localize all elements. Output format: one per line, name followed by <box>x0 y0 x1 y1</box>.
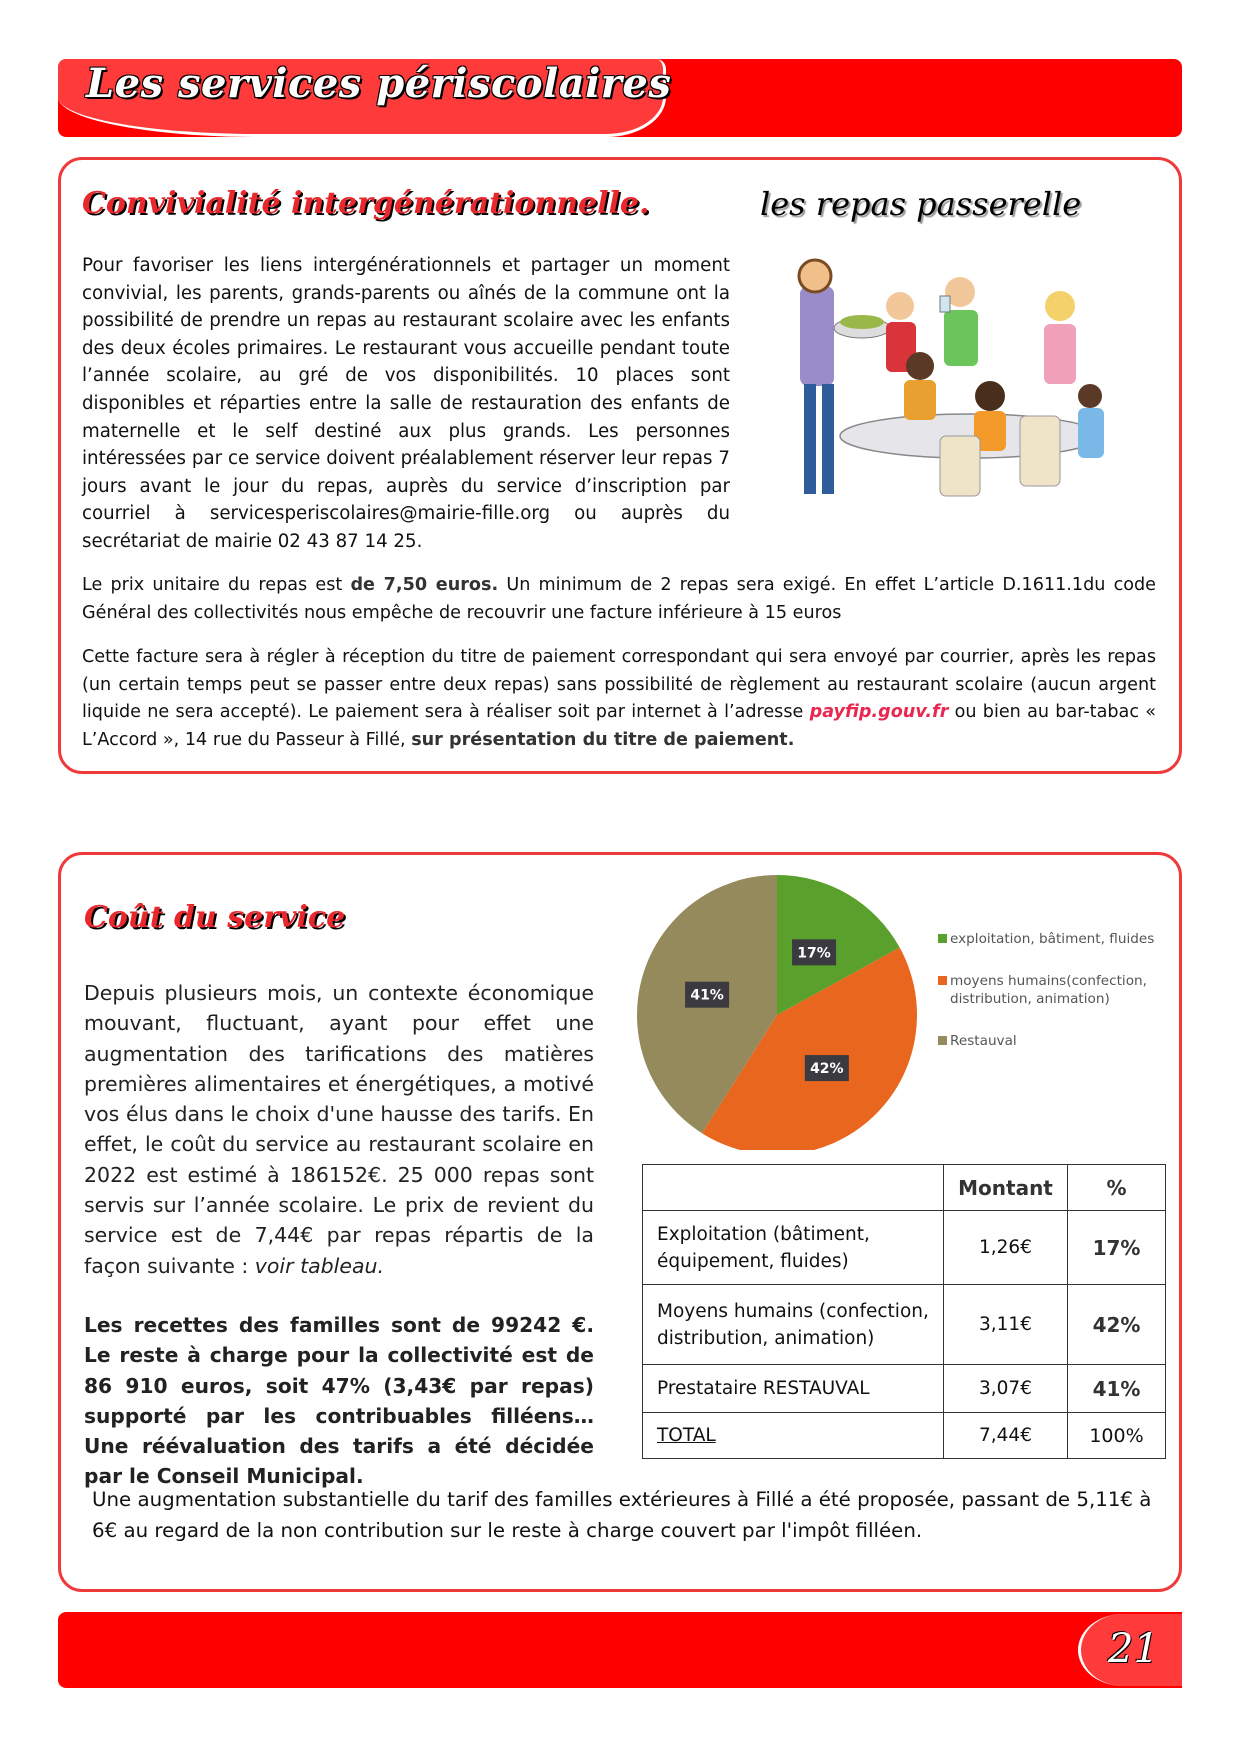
cost-pie-chart <box>620 860 1180 1150</box>
cost-breakdown-table <box>642 1164 1166 1459</box>
pie-svg <box>620 860 940 1150</box>
svg-text:17%: 17% <box>797 945 831 962</box>
footer-banner <box>58 1612 1182 1688</box>
adult-server-body <box>800 286 834 386</box>
payfip-link[interactable]: payfip.gouv.fr <box>809 702 949 722</box>
table-total-row: TOTAL 7,44€ 100% <box>643 1413 1166 1459</box>
page-number: 21 <box>1108 1626 1159 1672</box>
table-row: Moyens humains (confection, distribution, animation) 3,11€ 42% <box>643 1285 1166 1365</box>
legend-item <box>938 1032 1178 1050</box>
svg-text:42%: 42% <box>810 1061 844 1078</box>
page-title: Les services périscolaires <box>86 60 672 107</box>
revenue-paragraph: Les recettes des familles sont de 99242 €. Le reste à charge pour la collectivité est de 86 910 euros, soit 47% (3,43€ par repas) supporté par les contribuables filléens… Une réévaluation des tarifs a été décidée par le Conseil Municipal. <box>84 1313 594 1489</box>
price-paragraph: Le prix unitaire du repas est de 7,50 euros. Un minimum de 2 repas sera exigé. En effet L’article D.1611.1du code Général des collectivités nous empêche de recouvrir une facture inférieure à 15 euros <box>82 575 1156 623</box>
family-meal-illustration <box>770 256 1130 522</box>
pie-legend <box>938 930 1178 1074</box>
svg-text:41%: 41% <box>690 987 724 1004</box>
table-row: Exploitation (bâtiment, équipement, fluides) 1,26€ 17% <box>643 1211 1166 1285</box>
legend-label: exploitation, bâtiment, fluides <box>950 931 1155 947</box>
header-montant: Montant <box>944 1165 1068 1211</box>
legend-item <box>938 930 1178 948</box>
legend-label: moyens humains(confection, distribution, animation) <box>950 973 1147 1007</box>
section-title-cout: Coût du service <box>84 900 346 935</box>
pie-data-label <box>792 939 836 965</box>
section-subtitle-repas-passerelle: les repas passerelle <box>760 185 1082 223</box>
payment-paragraph: Cette facture sera à régler à réception du titre de paiement correspondant qui sera envoyé par courrier, après les repas (un certain temps peut se passer entre deux repas) sans possibilité de règlement au restaurant scolaire (aucun argent liquide ne sera accepté). Le paiement sera à réaliser soit par internet à l’adresse payfip.gouv.fr ou bien au bar-tabac « L’Accord », 14 rue du Passeur à Fillé, sur présentation du titre de paiement. <box>82 647 1157 750</box>
tariff-increase-paragraph: Une augmentation substantielle du tarif des familles extérieures à Fillé a été proposée, passant de 5,11€ à 6€ au regard de la non contribution sur le reste à charge couvert par l'impôt filléen. <box>92 1488 1152 1542</box>
table-header-row <box>643 1165 1166 1211</box>
pie-data-label <box>685 982 729 1008</box>
legend-label: Restauval <box>950 1033 1017 1049</box>
legend-item <box>938 972 1178 1008</box>
intro-paragraph: Pour favoriser les liens intergénérationnels et partager un moment convivial, les parents, grands-parents ou aînés de la commune ont la possibilité de prendre un repas au restaurant scolaire avec les enfants des deux écoles primaires. Le restaurant vous accueille pendant toute l’année scolaire, au gré de vos disponibilités. 10 places sont disponibles et réparties entre la salle de restauration des enfants de maternelle et le self destiné aux plus grands. Les personnes intéressées par ce service doivent préalablement réserver leur repas 7 jours avant le jour du repas, auprès du service d’inscription par courriel à servicesperiscolaires@mairie-fille.org ou auprès du secrétariat de mairie 02 43 87 14 25. <box>82 255 730 552</box>
table-row: Prestataire RESTAUVAL 3,07€ 41% <box>643 1365 1166 1413</box>
section-title-convivialite: Convivialité intergénérationnelle. <box>82 186 650 221</box>
header-label <box>643 1165 944 1211</box>
legend-swatch <box>938 1036 947 1045</box>
legend-swatch <box>938 976 947 985</box>
context-paragraph: Depuis plusieurs mois, un contexte économique mouvant, fluctuant, ayant pour effet une augmentation des tarifications des matières premières alimentaires et énergétiques, a motivé vos élus dans le choix d'une hausse des tarifs. En effet, le coût du service au restaurant scolaire en 2022 est estimé à 186152€. 25 000 repas sont servis sur l’année scolaire. Le prix de revient du service est de 7,44€ par repas répartis de la façon suivante : voir tableau. <box>84 981 594 1278</box>
legend-swatch <box>938 934 947 943</box>
header-percent: % <box>1068 1165 1166 1211</box>
unit-price: de 7,50 euros. <box>350 575 499 595</box>
pie-data-label <box>805 1055 849 1081</box>
adult-server-head <box>799 260 831 292</box>
